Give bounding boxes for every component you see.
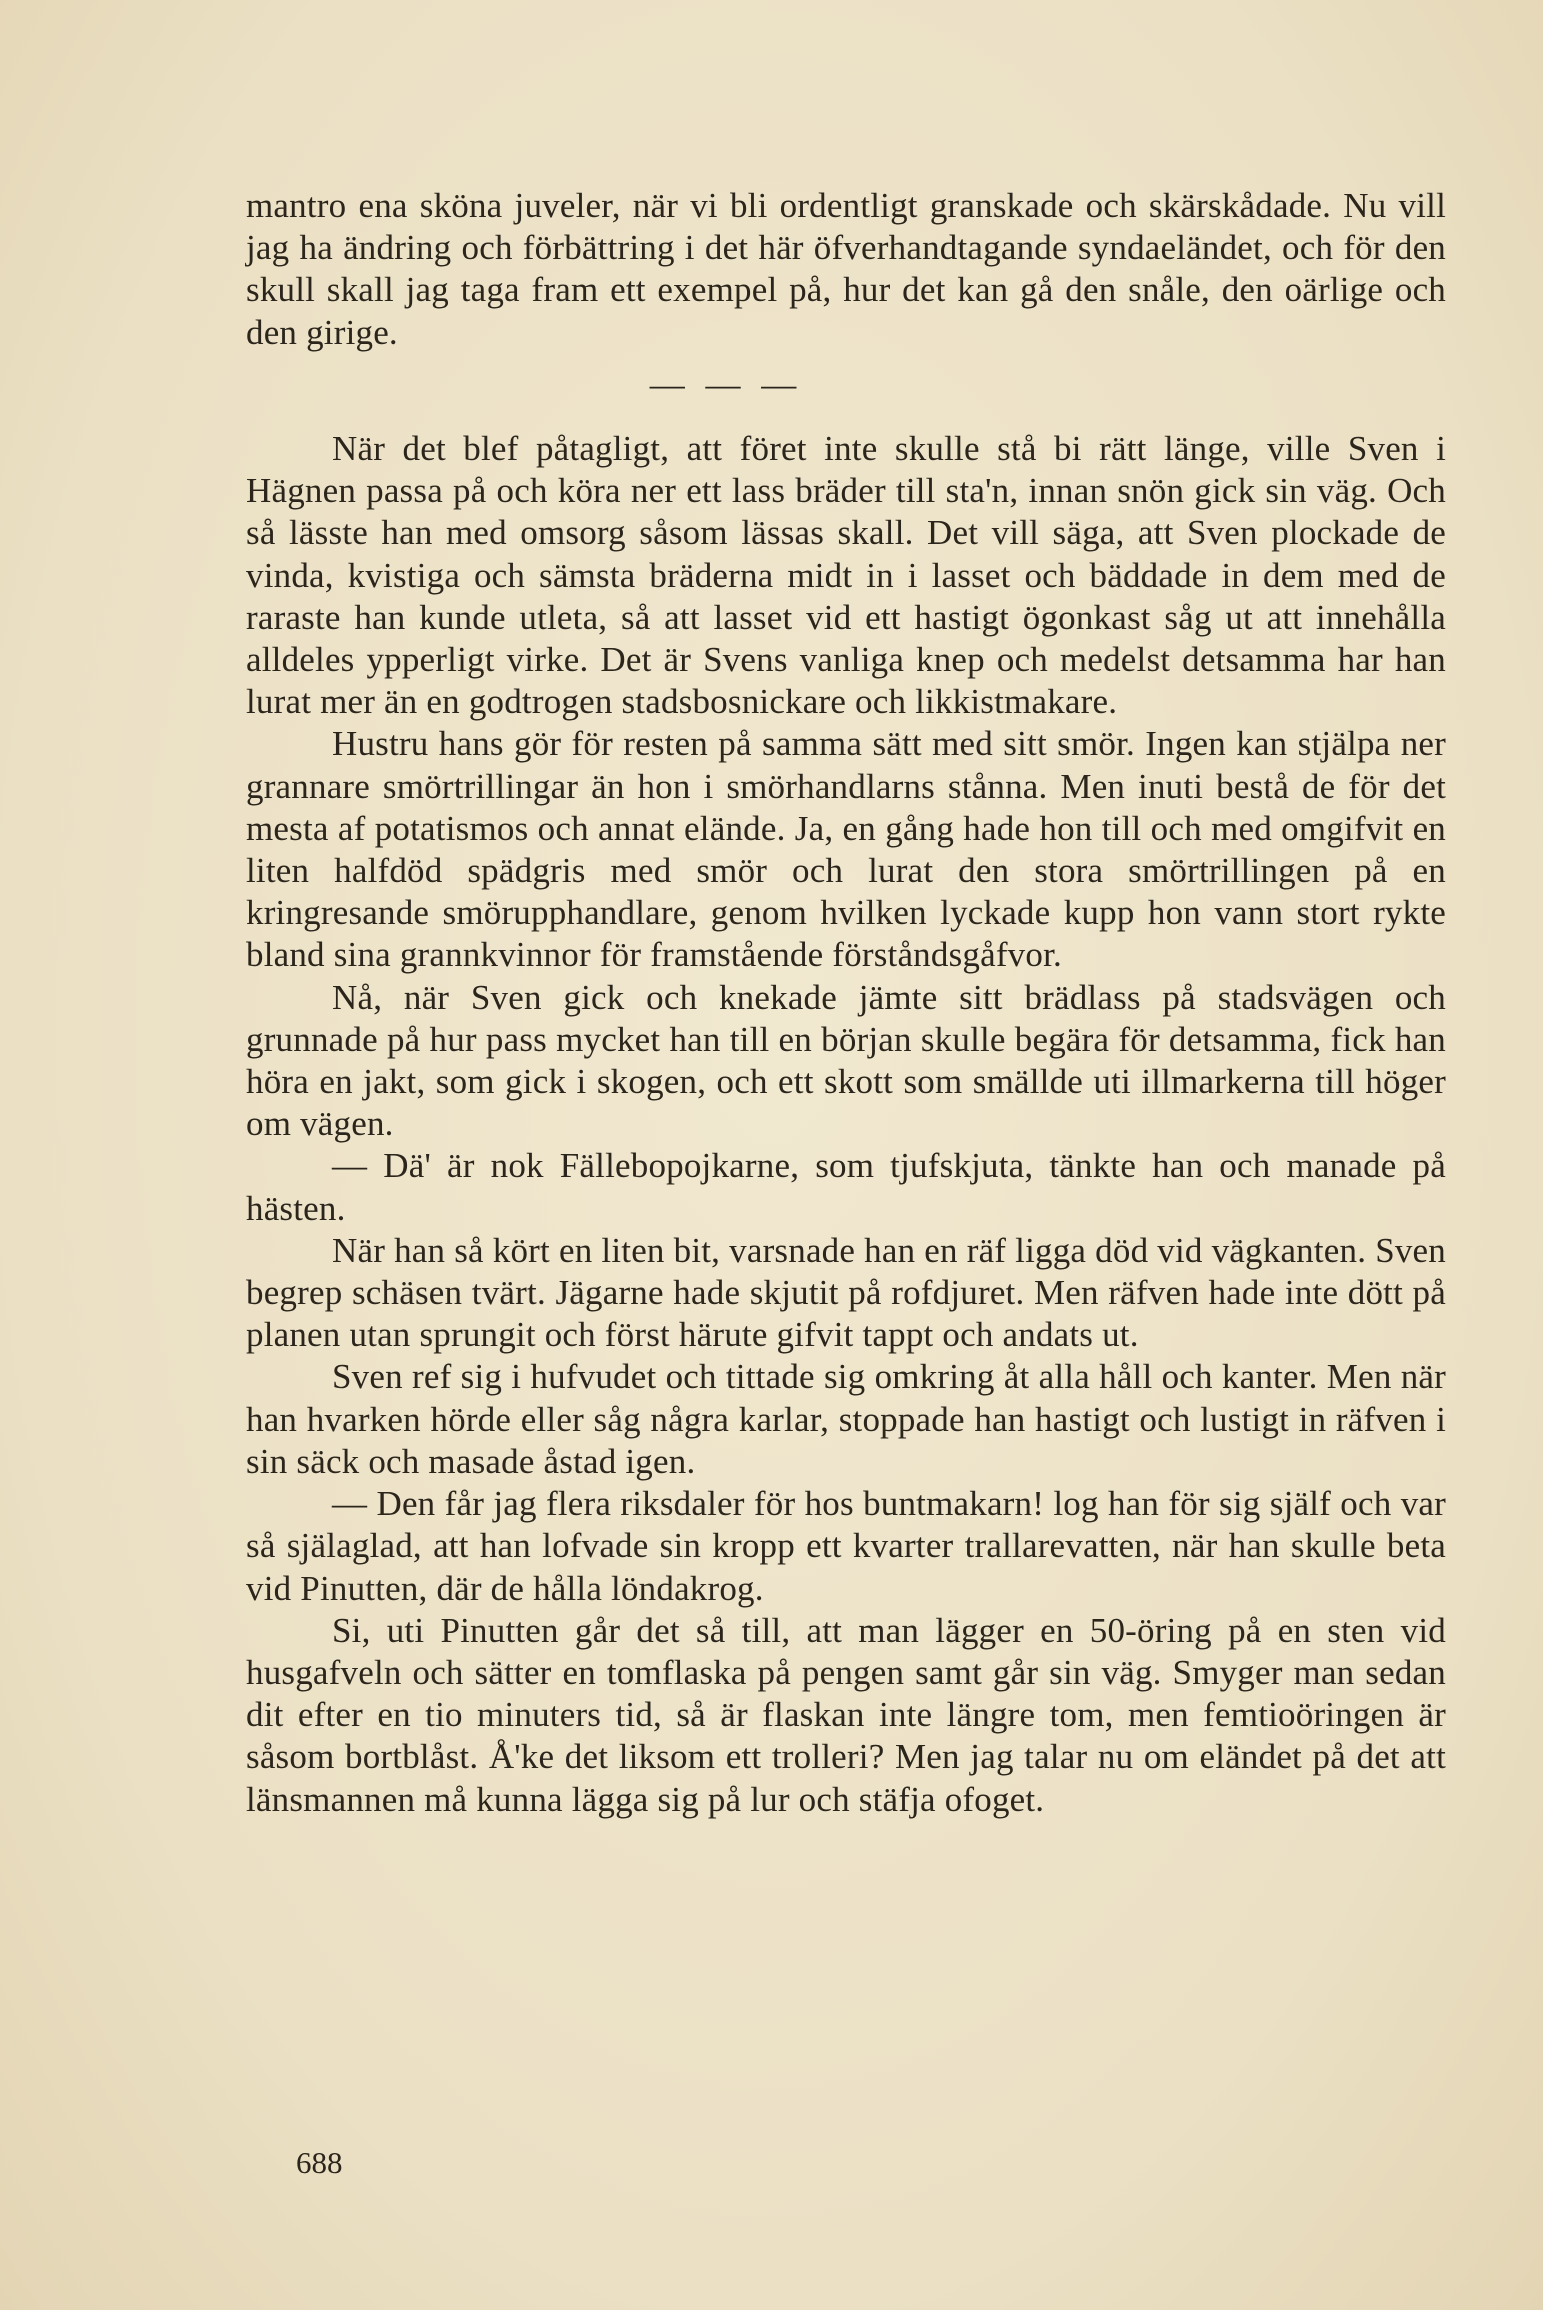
paragraph: När det blef påtagligt, att föret inte skulle stå bi rätt länge, ville Sven i Hägnen passa på och köra ner ett lass bräder till sta'n, innan snön gick sin väg. Och så lässte han med omsorg såsom lässas skall. Det vill säga, att Sven plockade de vinda, kvistiga och sämsta bräderna midt in i lasset och bäddade in dem med de raraste han kunde utleta, så att lasset vid ett hastigt ögonkast såg ut att innehålla alldeles ypperligt virke. Det är Svens vanliga knep och medelst detsamma har han lurat mer än en godtrogen stadsbosnickare och likkistmakare. [246, 429, 1446, 722]
paragraph: — Den får jag flera riksdaler för hos buntmakarn! log han för sig själf och var så själaglad, att han lofvade sin kropp ett kvarter trallarevatten, när han skulle beta vid Pinutten, där de hålla löndakrog. [246, 1484, 1446, 1608]
paragraph: Nå, när Sven gick och knekade jämte sitt brädlass på stadsvägen och grunnade på hur pass mycket han till en början skulle begära för detsamma, fick han höra en jakt, som gick i skogen, och ett skott som smällde uti illmarkerna till höger om vägen. [246, 977, 1446, 1144]
paragraph: Sven ref sig i hufvudet och tittade sig omkring åt alla håll och kanter. Men när han hvarken hörde eller såg några karlar, stoppade han hastigt och lustigt in räfven i sin säck och masade åstad igen. [246, 1357, 1446, 1481]
opening-paragraph: mantro ena sköna juveler, när vi bli ordentligt granskade och skärskådade. Nu vill jag ha ändring och förbättring i det här öfverhandtagande syndaeländet, och för den skull skall jag taga fram ett exempel på, hur det kan gå den snåle, den oärlige och den girige. [246, 186, 1446, 352]
section-separator: — — — [649, 364, 803, 404]
text-column [246, 185, 1446, 1821]
paragraph: När han så kört en liten bit, varsnade han en räf ligga död vid vägkanten. Sven begrep schäsen tvärt. Jägarne hade skjutit på rofdjuret. Men räfven hade inte dött på planen utan sprungit och först härute gifvit tappt och andats ut. [246, 1230, 1446, 1355]
paragraph: Hustru hans gör för resten på samma sätt med sitt smör. Ingen kan stjälpa ner grannare smörtrillingar än hon i smörhandlarns stånna. Men inuti bestå de för det mesta af potatismos och annat elände. Ja, en gång hade hon till och med omgifvit en liten halfdöd spädgris med smör och lurat den stora smörtrillingen på en kringresande smörupphandlare, genom hvilken lyckade kupp hon vann stort rykte bland sina grannkvinnor för framstående förståndsgåfvor. [246, 724, 1446, 975]
page-number: 688 [296, 2145, 343, 2180]
paragraph: — Dä' är nok Fällebopojkarne, som tjufskjuta, tänkte han och manade på hästen. [246, 1146, 1446, 1228]
paragraph: Si, uti Pinutten går det så till, att man lägger en 50-öring på en sten vid husgafveln och sätter en tomflaska på pengen samt går sin väg. Smyger man sedan dit efter en tio minuters tid, så är flaskan inte längre tom, men femtioöringen är såsom bortblåst. Å'ke det liksom ett trolleri? Men jag talar nu om eländet på det att länsmannen må kunna lägga sig på lur och stäfja ofoget. [246, 1610, 1446, 1819]
